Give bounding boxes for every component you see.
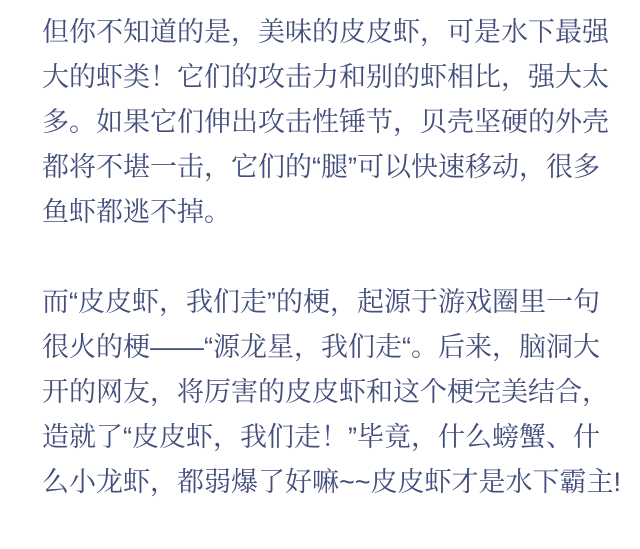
text-line: 但你不知道的是，美味的皮皮虾，可是水下最强 [42, 17, 609, 47]
text-line: 大的虾类！它们的攻击力和别的虾相比，强大太 [42, 62, 609, 92]
text-line: 造就了“皮皮虾，我们走！”毕竟，什么螃蟹、什 [42, 422, 600, 452]
text-line: 很火的梗——“源龙星，我们走“。后来，脑洞大 [42, 332, 600, 362]
text-line: 么小龙虾，都弱爆了好嘛~~皮皮虾才是水下霸主! [42, 467, 622, 497]
paragraph-1 [42, 10, 624, 235]
text-line: 而“皮皮虾，我们走”的梗，起源于游戏圈里一句 [42, 287, 600, 317]
text-line: 鱼虾都逃不掉。 [42, 197, 231, 227]
text-line: 都将不堪一击，它们的“腿”可以快速移动，很多 [42, 152, 600, 182]
text-line: 开的网友，将厉害的皮皮虾和这个梗完美结合， [42, 377, 609, 407]
paragraph-2 [42, 280, 624, 505]
text-line: 多。如果它们伸出攻击性锤节，贝壳坚硬的外壳 [42, 107, 609, 137]
